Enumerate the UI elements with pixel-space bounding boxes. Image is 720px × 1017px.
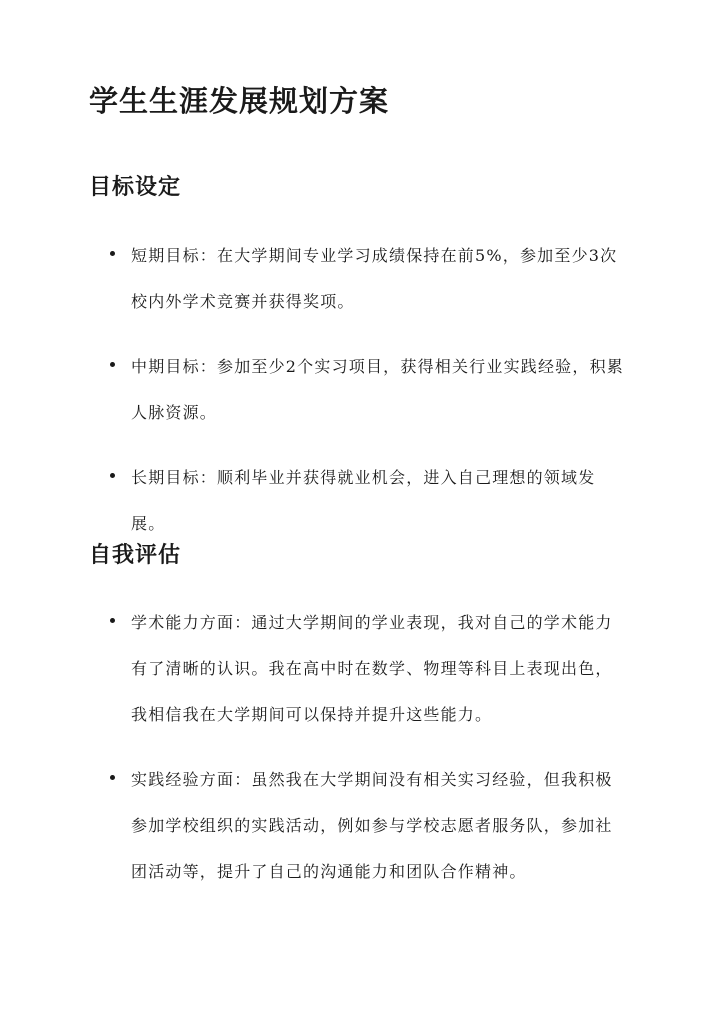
bullet-dot-icon (110, 251, 115, 256)
list-item-text: 中期目标：参加至少2个实习项目，获得相关行业实践经验，积累人脉资源。 (131, 357, 624, 422)
bullet-dot-icon (110, 775, 115, 780)
bullet-dot-icon (110, 473, 115, 478)
list-item (0, 455, 720, 547)
list-item-text: 短期目标：在大学期间专业学习成绩保持在前5%，参加至少3次校内外学术竞赛并获得奖项。 (131, 246, 618, 311)
list-item (0, 344, 720, 436)
self-assessment-list (0, 600, 720, 914)
list-item (0, 600, 720, 738)
list-item-text: 长期目标：顺利毕业并获得就业机会，进入自己理想的领域发展。 (131, 468, 596, 533)
list-item (0, 233, 720, 325)
bullet-dot-icon (110, 618, 115, 623)
list-item-text: 实践经验方面：虽然我在大学期间没有相关实习经验，但我积极参加学校组织的实践活动，例如参与学校志愿者服务队，参加社团活动等，提升了自己的沟通能力和团队合作精神。 (131, 770, 613, 881)
page-title: 学生生涯发展规划方案 (89, 84, 390, 118)
list-item (0, 757, 720, 895)
goals-list (0, 233, 720, 566)
section-heading-self-assessment: 自我评估 (89, 542, 182, 568)
list-item-text: 学术能力方面：通过大学期间的学业表现，我对自己的学术能力有了清晰的认识。我在高中时在数学、物理等科目上表现出色，我相信我在大学期间可以保持并提升这些能力。 (131, 613, 613, 724)
bullet-dot-icon (110, 362, 115, 367)
section-heading-goals: 目标设定 (89, 174, 182, 200)
